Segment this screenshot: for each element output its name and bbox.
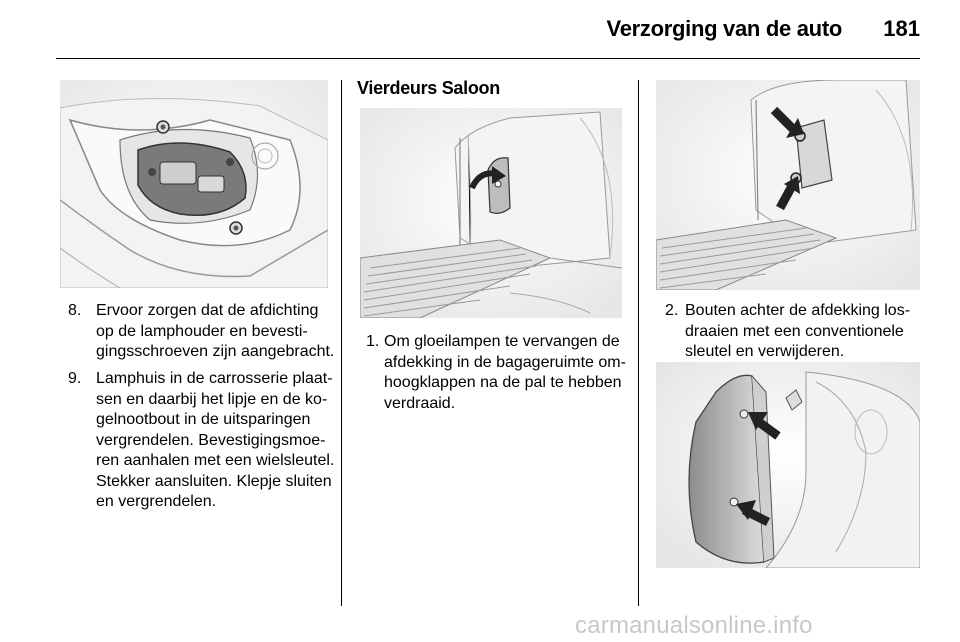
- trunk-cover-illustration: [360, 108, 622, 318]
- column-divider-right: [638, 80, 639, 606]
- step-line: gingsschroeven zijn aangebracht.: [96, 343, 335, 360]
- step-number: 1.: [366, 333, 380, 350]
- step-line: sleutel en verwijderen.: [685, 343, 845, 360]
- tail-lamp-housing-illustration: [60, 80, 328, 288]
- step-line: Bouten achter de afdekking los-: [685, 302, 911, 319]
- step-line: gelnootbout in de uitsparingen: [96, 411, 311, 428]
- step-line: Ervoor zorgen dat de afdichting: [96, 302, 319, 319]
- step-text: [685, 301, 910, 363]
- step-line: op de lamphouder en bevesti-: [96, 322, 308, 340]
- header-divider: [56, 58, 920, 59]
- step-line: verdraaid.: [384, 394, 456, 412]
- step-line: sen en daarbij het lipje en de ko-: [96, 390, 328, 408]
- lamp-unit-removal-illustration: [656, 362, 920, 568]
- watermark: carmanualsonline.info: [575, 612, 813, 639]
- step-line: en vergrendelen.: [96, 493, 217, 510]
- step-line: ren aanhalen met een wielsleutel.: [96, 452, 335, 469]
- section-heading: Vierdeurs Saloon: [357, 78, 500, 98]
- step-line: draaien met een conventionele: [685, 322, 904, 340]
- step-text: [96, 369, 334, 513]
- step-number: 9.: [68, 370, 82, 387]
- step-line: hoogklappen na de pal te hebben: [384, 374, 622, 391]
- cover-bolts-illustration: [656, 80, 920, 290]
- step-text: [96, 301, 334, 363]
- step-number: 2.: [665, 302, 679, 319]
- step-line: Om gloeilampen te vervangen de: [384, 333, 620, 350]
- step-line: Lamphuis in de carrosserie plaat-: [96, 370, 333, 387]
- step-number: 8.: [68, 302, 82, 319]
- column-divider-left: [341, 80, 342, 606]
- page-number: 181: [883, 16, 920, 41]
- step-line: Stekker aansluiten. Klepje sluiten: [96, 472, 332, 490]
- step-line: afdekking in de bagageruimte om-: [384, 353, 626, 371]
- step-text: [384, 332, 626, 414]
- page-title: Verzorging van de auto: [606, 16, 842, 41]
- step-line: vergrendelen. Bevestigingsmoe-: [96, 431, 326, 449]
